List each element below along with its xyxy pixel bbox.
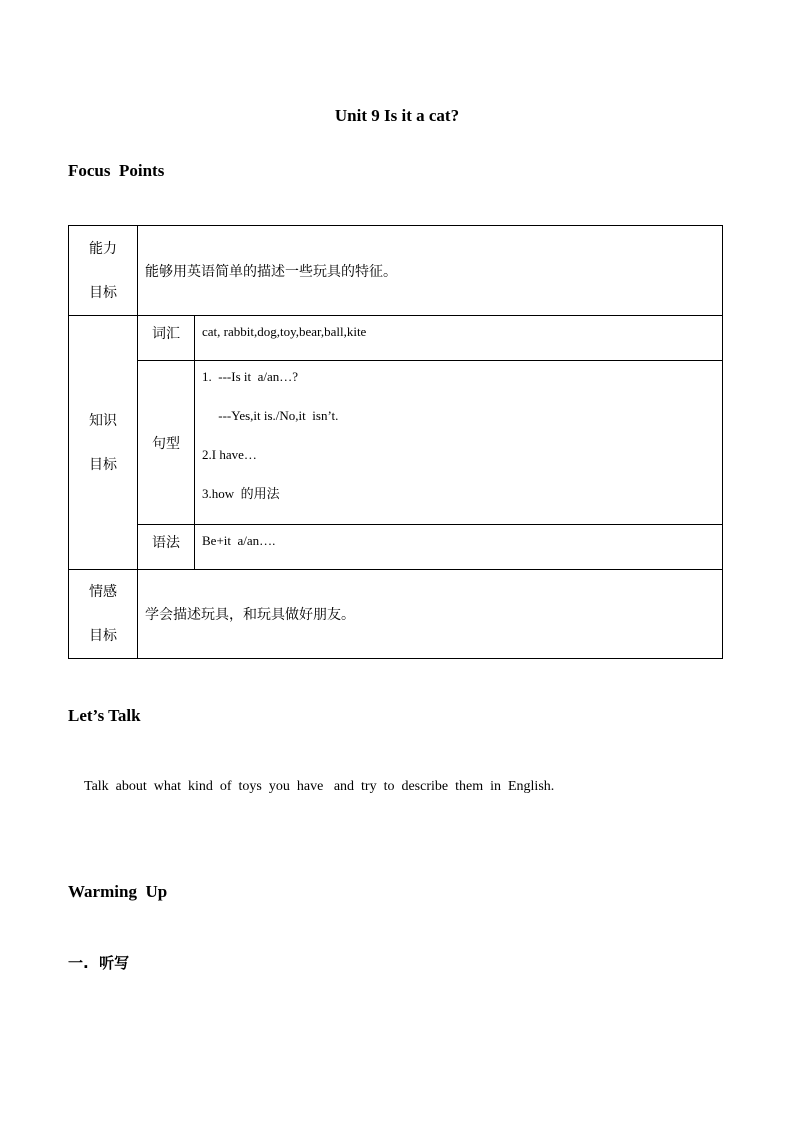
sentence-line-4-suffix: 的用法	[240, 487, 280, 502]
sentences-cell	[195, 361, 723, 525]
ability-label-line2: 目标	[89, 284, 117, 301]
sentence-line-4-prefix: 3.how	[202, 486, 241, 501]
sentences-label: 句型	[138, 361, 195, 525]
sentences-row	[69, 361, 723, 525]
focus-points-heading: Focus Points	[68, 161, 165, 180]
ability-label-cell	[69, 226, 138, 316]
ability-content: 能够用英语简单的描述一些玩具的特征。	[138, 226, 723, 316]
grammar-label: 语法	[138, 525, 195, 570]
warming-up-heading: Warming Up	[68, 882, 168, 901]
vocab-content: cat, rabbit,dog,toy,bear,ball,kite	[202, 324, 367, 339]
emotion-row	[69, 570, 723, 659]
knowledge-label-line2: 目标	[89, 456, 117, 473]
emotion-label-cell	[69, 570, 138, 659]
sentence-line-4	[202, 485, 722, 524]
vocab-cell	[195, 316, 723, 361]
ability-label-line1: 能力	[89, 240, 117, 257]
knowledge-label-cell	[69, 316, 138, 570]
emotion-label-line2: 目标	[89, 628, 117, 644]
goals-table	[68, 225, 723, 659]
vocab-label: 词汇	[138, 316, 195, 361]
vocab-row	[69, 316, 723, 361]
emotion-label-line1: 情感	[89, 584, 117, 600]
listen-write-heading: 一. 听写	[68, 954, 130, 972]
sentence-line-3: 2.I have…	[202, 447, 257, 462]
talk-instruction: Talk about what kind of toys you have and try to describe them in English.	[84, 779, 555, 794]
grammar-content: Be+it a/an….	[202, 533, 276, 548]
grammar-row	[69, 525, 723, 570]
knowledge-label-line1: 知识	[89, 412, 117, 429]
ability-row	[69, 226, 723, 316]
sentence-line-2: ---Yes,it is./No,it isn’t.	[202, 408, 339, 423]
grammar-cell	[195, 525, 723, 570]
emotion-content: 学会描述玩具，和玩具做好朋友。	[138, 570, 723, 659]
page-title: Unit 9 Is it a cat?	[334, 106, 460, 125]
sentence-line-1: 1. ---Is it a/an…?	[202, 369, 299, 384]
lets-talk-heading: Let’s Talk	[68, 706, 141, 725]
